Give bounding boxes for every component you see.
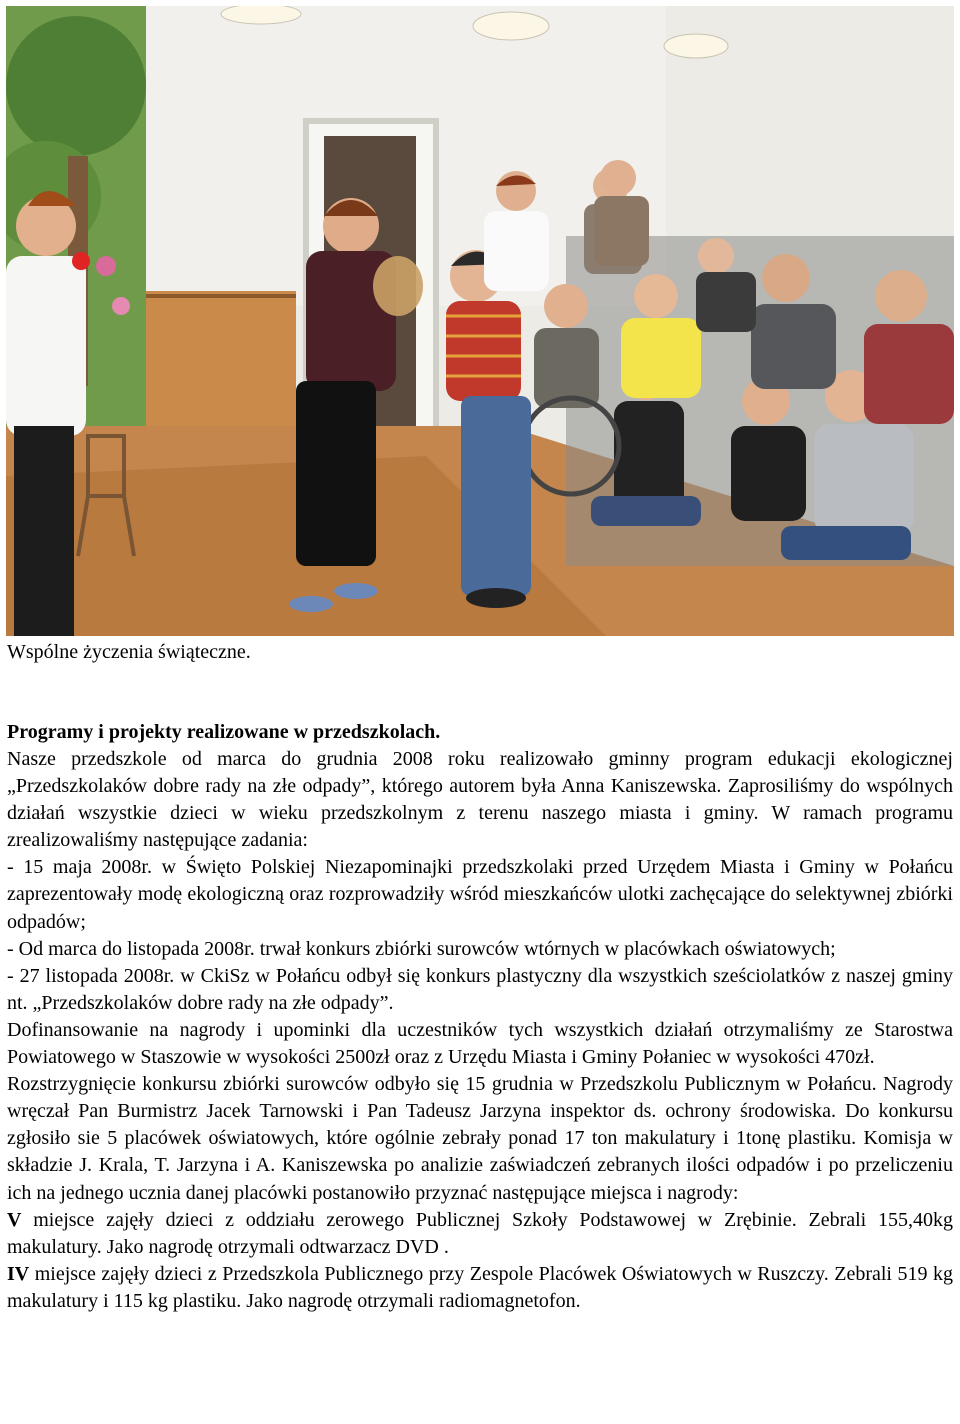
- task-item: - 27 listopada 2008r. w CkiSz w Połańcu odbył się konkurs plastyczny dla wszystkich sześciolatków z naszej gminy nt. „Przedszkolaków dobre rady na złe odpady”.: [7, 964, 953, 1014]
- task-item: - Od marca do listopada 2008r. trwał konkurs zbiórki surowców wtórnych w placówkach oświatowych;: [7, 937, 836, 960]
- event-photo: [6, 6, 954, 636]
- place-item: [7, 1261, 953, 1315]
- place-rank: V: [7, 1208, 22, 1231]
- task-item: - 15 maja 2008r. w Święto Polskiej Niezapominajki przedszkolaki przed Urzędem Miasta i Gminy w Połańcu zaprezentowały modę ekologiczną oraz rozprowadziły wśród mieszkańców ulotki zachęcające do selektywnej zbiórki odpadów;: [7, 856, 953, 933]
- place-text: miejsce zajęły dzieci z oddziału zerowego Publicznej Szkoły Podstawowej w Zrębinie. Zebrali 155,40kg makulatury. Jako nagrodę otrzymali odtwarzacz DVD .: [7, 1208, 953, 1258]
- intro-paragraph: Nasze przedszkole od marca do grudnia 2008 roku realizowało gminny program edukacji ekologicznej „Przedszkolaków dobre rady na złe odpady”, którego autorem była Anna Kaniszewska. Zaprosiliśmy do wspólnych działań wszystkie dzieci w wieku przedszkolnym z terenu naszego miasta i gminy. W ramach programu zrealizowaliśmy następujące zadania:: [7, 748, 953, 852]
- funding-paragraph: Dofinansowanie na nagrody i upominki dla uczestników tych wszystkich działań otrzymaliśmy ze Starostwa Powiatowego w Staszowie w wysokości 2500zł oraz z Urzędu Miasta i Gminy Połaniec w wysokości 470zł.: [7, 1018, 953, 1069]
- event-photo-illustration: [6, 6, 954, 636]
- place-item: [7, 1207, 953, 1261]
- section-heading: Programy i projekty realizowane w przedszkolach.: [7, 721, 441, 743]
- photo-caption: Wspólne życzenia świąteczne.: [7, 641, 251, 663]
- results-paragraph: Rozstrzygnięcie konkursu zbiórki surowców odbyło się 15 grudnia w Przedszkolu Publicznym w Połańcu. Nagrody wręczał Pan Burmistrz Jacek Tarnowski i Pan Tadeusz Jarzyna inspektor ds. ochrony środowiska. Do konkursu zgłosiło sie 5 placówek oświatowych, które ogólnie zebrały ponad 17 ton makulatury i 1tonę plastiku. Komisja w składzie J. Krala, T. Jarzyna i A. Kaniszewska po analizie zaświadczeń zebranych ilości odpadów i po przeliczeniu ich na jednego ucznia danej placówki postanowiło przyznać następujące miejsca i nagrody:: [7, 1073, 953, 1204]
- place-text: miejsce zajęły dzieci z Przedszkola Publicznego przy Zespole Placówek Oświatowych w Ruszczy. Zebrali 519 kg makulatury i 115 kg plastiku. Jako nagrodę otrzymali radiomagnetofon.: [7, 1262, 953, 1312]
- place-rank: IV: [7, 1262, 30, 1285]
- article-body: [7, 746, 953, 1315]
